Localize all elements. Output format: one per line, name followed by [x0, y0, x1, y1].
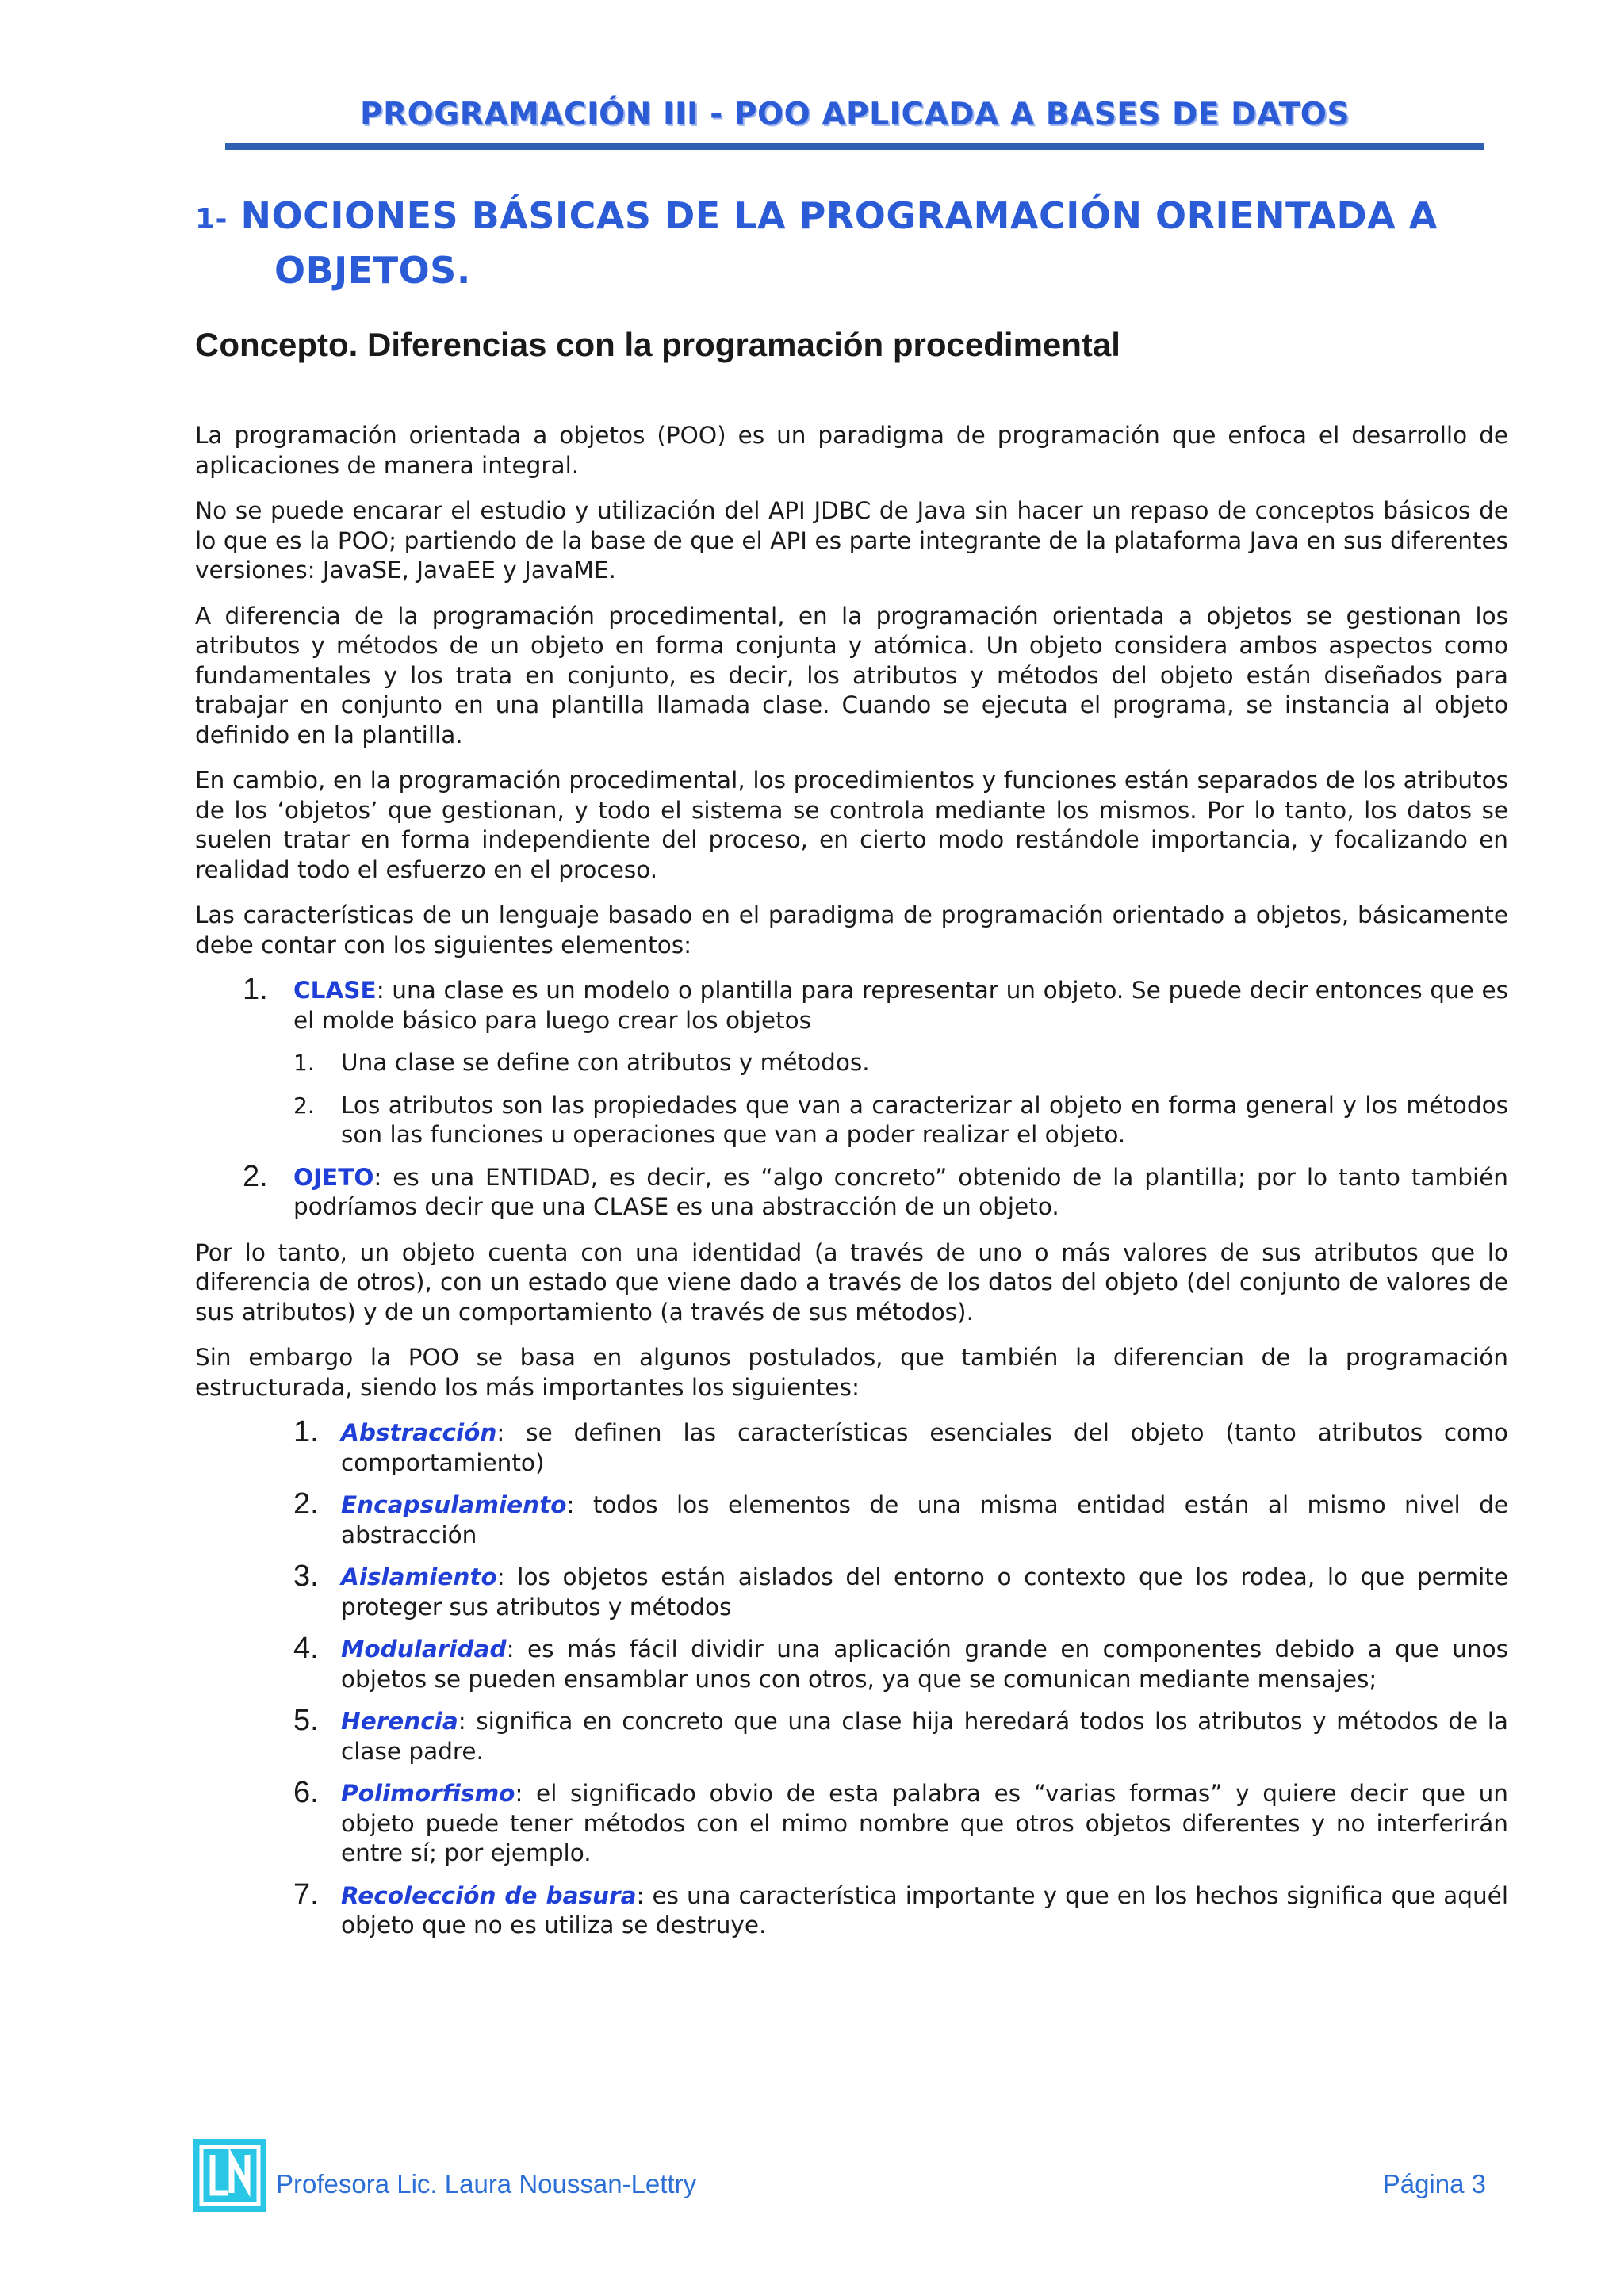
list-number: 2.: [293, 1487, 319, 1521]
definition: : es una característica importante y que en los hechos significa que aquél objeto que no es utiliza se destruye.: [341, 1881, 1509, 1938]
footer-author: Profesora Lic. Laura Noussan-Lettry: [276, 2169, 697, 2198]
footer-page-number: Página 3: [1382, 2169, 1486, 2198]
term-abstraccion: Abstracción: [341, 1419, 497, 1446]
sub-list-text: Una clase se define con atributos y métodos.: [341, 1049, 870, 1076]
list-item: [195, 1415, 1508, 1478]
definition: : es más fácil dividir una aplicación grande en componentes debido a que unos objetos se pueden ensamblar unos con otros, ya que se comunican mediante mensajes;: [341, 1636, 1508, 1693]
term-polimorfismo: Polimorfismo: [341, 1780, 515, 1807]
list-item: [195, 1159, 1508, 1223]
list-item: [195, 1487, 1508, 1550]
running-header: PROGRAMACIÓN III - POO APLICADA A BASES DE DATOS: [360, 97, 1350, 132]
paragraph: Sin embargo la POO se basa en algunos postulados, que también la diferencian de la programación estructurada, siendo los más importantes los siguientes:: [195, 1344, 1508, 1401]
list-item: [195, 1704, 1508, 1766]
paragraph: A diferencia de la programación procedimental, en la programación orientada a objetos se gestionan los atributos y métodos de un objeto en forma conjunta y atómica. Un objeto considera ambos aspectos como fundamentales y los trata en conjunto, es decir, los atributos y métodos del objeto están diseñados para trabajar en conjunto en una plantilla llamada clase. Cuando se ejecuta el programa, se instancia al objeto definido en la plantilla.: [195, 602, 1508, 748]
content: [195, 190, 1508, 1957]
list-item-text: [341, 1635, 1508, 1694]
list-item: [195, 1877, 1509, 1941]
list-item-text: [341, 1779, 1508, 1869]
definition: : los objetos están aislados del entorno o contexto que los rodea, lo que permite proteger sus atributos y métodos: [341, 1563, 1508, 1621]
ln-logo-icon: [193, 2139, 266, 2212]
list-item: [195, 973, 1508, 1150]
sub-list-number: 2.: [293, 1092, 315, 1119]
list-number: 2.: [243, 1159, 268, 1193]
list-item: [195, 1559, 1508, 1622]
chapter-number: 1-: [195, 203, 228, 235]
term-clase: CLASE: [293, 977, 377, 1004]
list-number: 5.: [293, 1704, 319, 1737]
term-modularidad: Modularidad: [341, 1636, 507, 1663]
definition: : una clase es un modelo o plantilla para representar un objeto. Se puede decir entonces que es el molde básico para luego crear los objetos: [293, 977, 1508, 1034]
sub-list-number: 1.: [293, 1050, 315, 1076]
list-item-text: [341, 1490, 1508, 1550]
list-number: 1.: [293, 1415, 319, 1448]
list-item-text: [341, 1707, 1508, 1766]
list-item-text: [341, 1881, 1508, 1941]
list-item-text: [293, 1163, 1508, 1223]
definition: : se definen las características esenciales del objeto (tanto atributos como comportamiento): [341, 1419, 1508, 1476]
sub-list-item: [195, 1091, 1508, 1150]
sub-list-text: Los atributos son las propiedades que van a caracterizar al objeto en forma general y los métodos son las funciones u operaciones que van a poder realizar el objeto.: [341, 1091, 1508, 1148]
list-item-text: [293, 976, 1508, 1035]
section-title: Concepto. Diferencias con la programación procedimental: [195, 326, 1120, 363]
list-item: [195, 1632, 1508, 1694]
term-herencia: Herencia: [341, 1708, 458, 1735]
list-number: 7.: [293, 1877, 319, 1911]
term-encapsulamiento: Encapsulamiento: [341, 1491, 567, 1518]
paragraph: No se puede encarar el estudio y utilización del API JDBC de Java sin hacer un repaso de conceptos básicos de lo que es la POO; partiendo de la base de que el API es parte integrante de la plataforma Java en sus diferentes versiones: JavaSE, JavaEE y JavaME.: [195, 497, 1508, 584]
chapter-title: [195, 190, 1508, 296]
term-ojeto: OJETO: [293, 1163, 374, 1191]
list-number: 6.: [293, 1776, 319, 1809]
paragraph: Las características de un lenguaje basado en el paradigma de programación orientado a objetos, básicamente debe contar con los siguientes elementos:: [195, 901, 1508, 959]
sub-list-item: [195, 1048, 1508, 1078]
elements-list: [195, 973, 1508, 1223]
definition: : todos los elementos de una misma entidad están al mismo nivel de abstracción: [341, 1491, 1508, 1548]
list-item-text: [341, 1418, 1508, 1478]
term-recoleccion-de-basura: Recolección de basura: [341, 1881, 637, 1909]
list-number: 4.: [293, 1632, 319, 1665]
paragraph: En cambio, en la programación procedimental, los procedimientos y funciones están separados de los atributos de los ‘objetos’ que gestionan, y todo el sistema se controla mediante los mismos. Por lo tanto, los datos se suelen tratar en forma independiente del proceso, en cierto modo restándole importancia, y focalizando en realidad todo el esfuerzo en el proceso.: [195, 767, 1508, 883]
definition: : es una ENTIDAD, es decir, es “algo concreto” obtenido de la plantilla; por lo tanto también podríamos decir que una CLASE es una abstracción de un objeto.: [293, 1163, 1508, 1220]
definition: : significa en concreto que una clase hija heredará todos los atributos y métodos de la clase padre.: [341, 1708, 1508, 1765]
paragraph: La programación orientada a objetos (POO) es un paradigma de programación que enfoca el desarrollo de aplicaciones de manera integral.: [195, 422, 1508, 479]
term-aislamiento: Aislamiento: [341, 1563, 497, 1590]
list-number: 3.: [293, 1559, 319, 1593]
sub-list: [195, 1048, 1508, 1150]
list-item-text: [341, 1563, 1508, 1622]
paragraph: Por lo tanto, un objeto cuenta con una identidad (a través de uno o más valores de sus atributos que lo diferencia de otros), con un estado que viene dado a través de los datos del objeto (del conjunto de valores de sus atributos) y de un comportamiento (a través de sus métodos).: [195, 1238, 1508, 1326]
list-item: [195, 1776, 1508, 1869]
postulates-list: [195, 1415, 1509, 1941]
chapter-title-text: NOCIONES BÁSICAS DE LA PROGRAMACIÓN ORIENTADA A OBJETOS.: [240, 194, 1438, 292]
list-number: 1.: [243, 973, 268, 1006]
definition: : el significado obvio de esta palabra es “varias formas” y quiere decir que un objeto puede tener métodos con el mimo nombre que otros objetos diferentes y no interferirán entre sí; por ejemplo.: [341, 1780, 1508, 1866]
header-rule: [225, 143, 1484, 150]
